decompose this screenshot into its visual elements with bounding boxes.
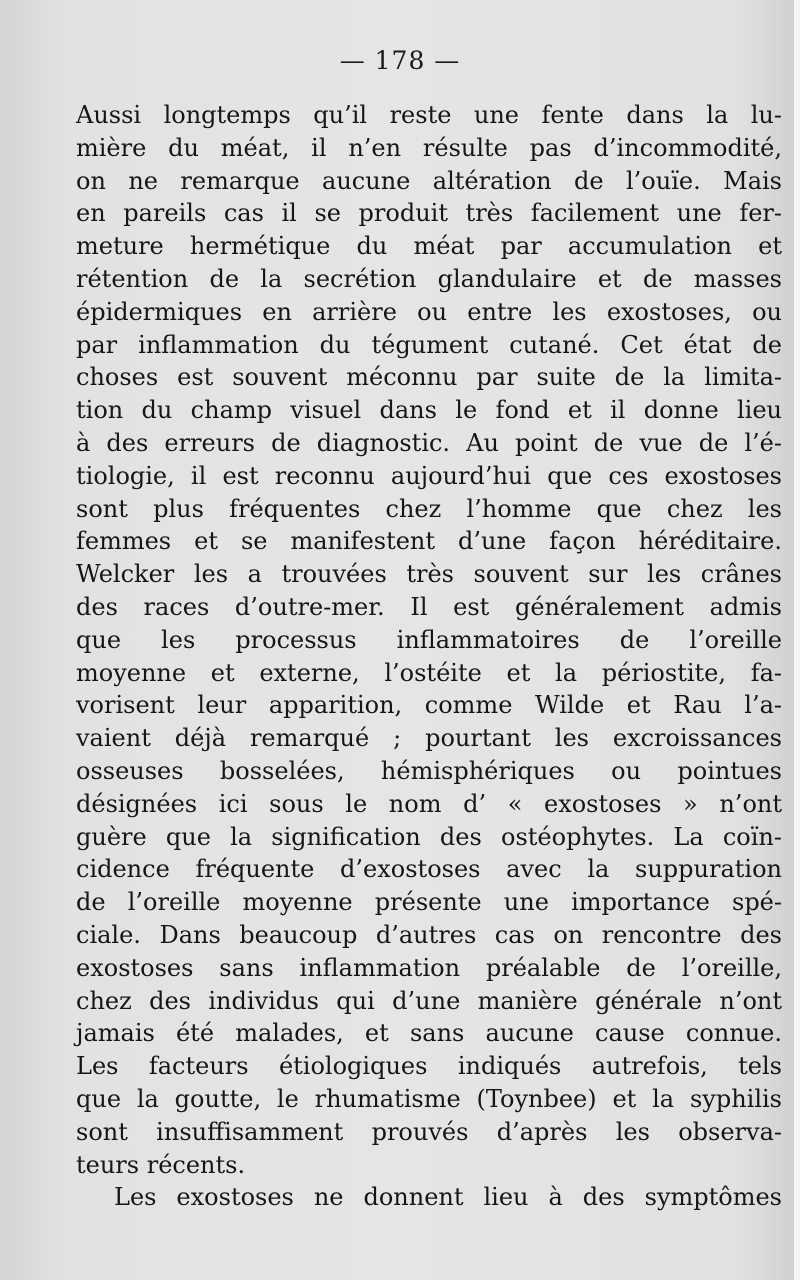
text-line: rétention de la secrétion glandulaire et de masses <box>76 264 782 293</box>
text-line: vaient déjà remarqué ; pourtant les excroissances <box>76 724 782 753</box>
text-line: Les facteurs étiologiques indiqués autrefois, tels <box>76 1052 782 1081</box>
text-line: tion du champ visuel dans le fond et il donne lieu <box>76 396 782 425</box>
text-line: épidermiques en arrière ou entre les exostoses, ou <box>76 297 782 326</box>
text-line: on ne remarque aucune altération de l’ouïe. Mais <box>76 166 782 195</box>
body-text <box>76 99 782 1214</box>
text-line: Aussi longtemps qu’il reste une fente dans la lu- <box>76 101 782 129</box>
text-line: désignées ici sous le nom d’ « exostoses » n’ont <box>76 789 782 818</box>
text-line: des races d’outre-mer. Il est généralement admis <box>76 592 782 621</box>
page-edge <box>794 0 800 1280</box>
text-line: jamais été malades, et sans aucune cause connue. <box>76 1019 782 1048</box>
text-line: Welcker les a trouvées très souvent sur les crânes <box>76 560 782 589</box>
text-line: sont insuffisamment prouvés d’après les observa- <box>76 1117 782 1146</box>
text-line: meture hermétique du méat par accumulation et <box>76 232 782 261</box>
page-number: — 178 — <box>339 46 461 75</box>
text-line: que les processus inflammatoires de l’oreille <box>76 625 782 654</box>
text-line: à des erreurs de diagnostic. Au point de vue de l’é- <box>76 428 782 457</box>
text-line: osseuses bosselées, hémisphériques ou pointues <box>76 756 782 785</box>
text-line: choses est souvent méconnu par suite de la limita- <box>76 363 782 392</box>
text-line: teurs récents. <box>76 1150 246 1179</box>
text-line: que la goutte, le rhumatisme (Toynbee) et la syphilis <box>76 1084 782 1113</box>
text-line: femmes et se manifestent d’une façon héréditaire. <box>76 527 782 556</box>
text-line: en pareils cas il se produit très facilement une fer- <box>76 199 782 228</box>
text-line: ciale. Dans beaucoup d’autres cas on rencontre des <box>76 920 782 949</box>
text-line: Les exostoses ne donnent lieu à des symptômes <box>114 1183 782 1212</box>
text-line: vorisent leur apparition, comme Wilde et Rau l’a- <box>76 691 782 720</box>
text-line: moyenne et externe, l’ostéite et la périostite, fa- <box>76 658 782 687</box>
text-line: exostoses sans inflammation préalable de l’oreille, <box>76 953 782 982</box>
text-line: tiologie, il est reconnu aujourd’hui que ces exostoses <box>76 461 782 490</box>
text-line: sont plus fréquentes chez l’homme que chez les <box>76 494 782 523</box>
text-line: cidence fréquente d’exostoses avec la suppuration <box>76 855 782 884</box>
text-line: mière du méat, il n’en résulte pas d’incommodité, <box>76 133 782 162</box>
text-line: chez des individus qui d’une manière générale n’ont <box>76 986 782 1015</box>
text-line: par inflammation du tégument cutané. Cet état de <box>76 330 782 359</box>
text-line: guère que la signification des ostéophytes. La coïn- <box>76 822 782 851</box>
text-line: de l’oreille moyenne présente une importance spé- <box>76 888 782 917</box>
